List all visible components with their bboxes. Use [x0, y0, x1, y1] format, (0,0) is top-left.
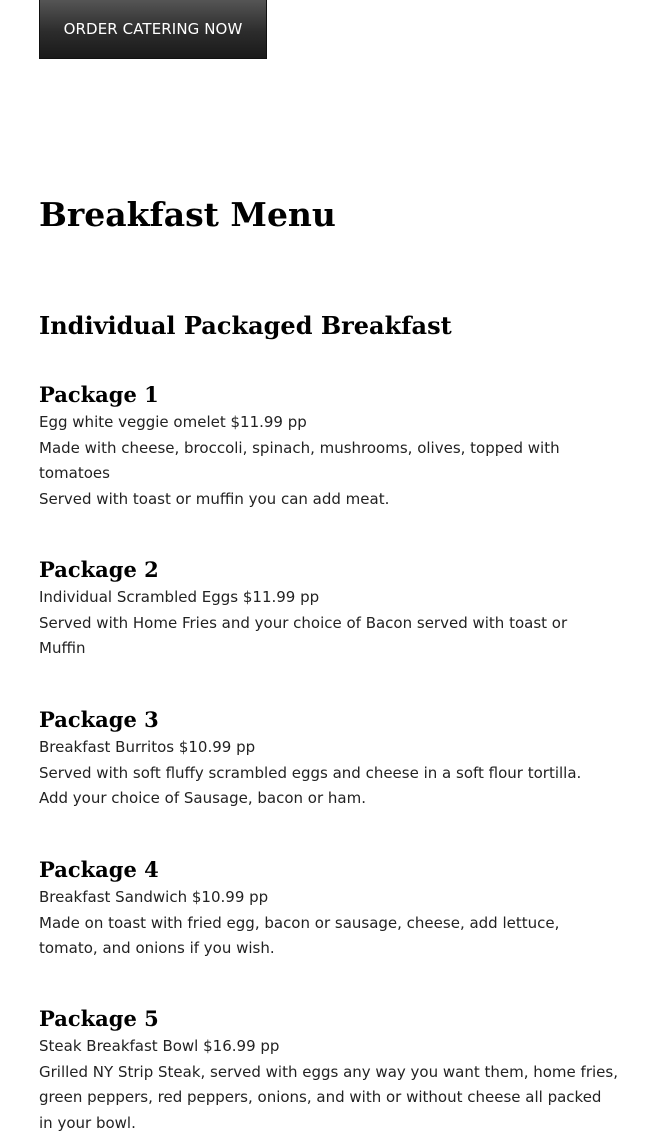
package-price-line: Breakfast Sandwich $10.99 pp: [39, 888, 269, 906]
package-4: [39, 855, 619, 962]
page-content: [39, 0, 619, 1132]
package-price-line: Egg white veggie omelet $11.99 pp: [39, 413, 307, 431]
package-price-line: Individual Scrambled Eggs $11.99 pp: [39, 588, 320, 606]
package-title: Package 4: [39, 857, 159, 882]
package-description: Grilled NY Strip Steak, served with eggs any way you want them, home fries, green peppers, red peppers, onions, and with or without cheese all packed in your bowl.: [39, 1062, 618, 1132]
package-title: Package 1: [39, 382, 159, 407]
package-title: Package 5: [39, 1006, 159, 1031]
package-3: [39, 705, 619, 812]
package-title: Package 3: [39, 707, 159, 732]
package-title: Package 2: [39, 557, 159, 582]
package-1: [39, 380, 619, 512]
package-2: [39, 555, 619, 662]
package-description: Served with Home Fries and your choice of Bacon served with toast or Muffin: [39, 613, 568, 658]
package-5: [39, 1004, 619, 1136]
package-price-line: Steak Breakfast Bowl $16.99 pp: [39, 1037, 280, 1055]
package-note: Add your choice of Sausage, bacon or ham.: [39, 789, 366, 808]
package-price-line: Breakfast Burritos $10.99 pp: [39, 738, 256, 756]
package-description: Served with soft fluffy scrambled eggs and cheese in a soft flour tortilla.: [39, 763, 582, 782]
order-catering-button[interactable]: ORDER CATERING NOW: [39, 0, 267, 59]
package-description: Made on toast with fried egg, bacon or sausage, cheese, add lettuce, tomato, and onions if you wish.: [39, 913, 560, 958]
package-note: Served with toast or muffin you can add meat.: [39, 489, 390, 508]
section-title-individual-packaged-breakfast: Individual Packaged Breakfast: [39, 311, 452, 340]
package-description: Made with cheese, broccoli, spinach, mushrooms, olives, topped with tomatoes: [39, 438, 560, 483]
breakfast-menu-title: Breakfast Menu: [39, 195, 336, 234]
